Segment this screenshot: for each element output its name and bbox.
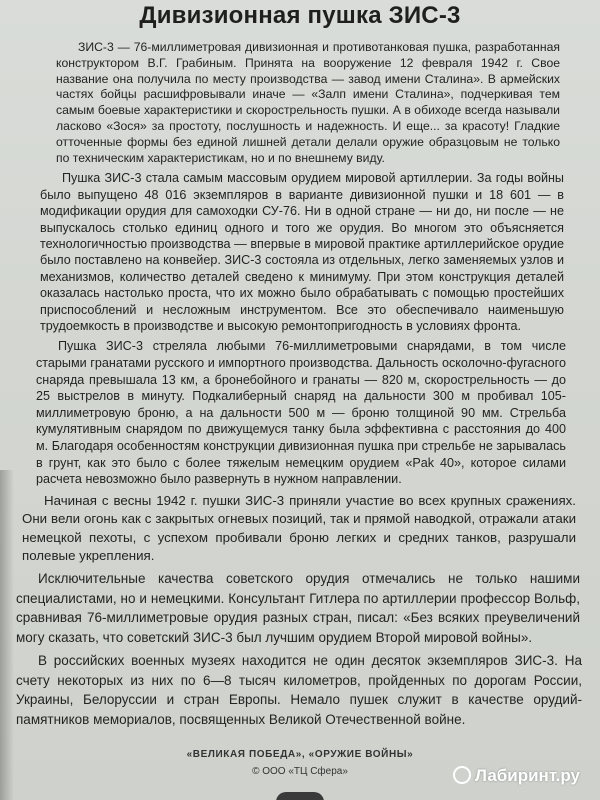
paragraph-production: Пушка ЗИС-3 стала самым массовым орудием мировой артиллерии. За годы войны было выпущено 48 016 экземпляров в варианте дивизионной пушки и 18 601 — в модификации орудия для самоходки СУ-76. Ни в одной стране — ни до, ни после — не выпускалось столько единиц одного и того же орудия. Во многом это объясняется технологичностью производства — впервые в мировой практике артиллерийское орудие было поставлено на конвейер. ЗИС-3 состояла из отдельных, легко заменяемых узлов и механизмов, количество деталей сведено к минимуму. При этом конструкция деталей оказалась настолько проста, что их можно было обрабатывать с помощью простейших приспособлений и несложным инструментом. Все это обеспечивало наименьшую трудоемкость в производстве и высокую ремонтопригодность в условиях фронта. bbox=[40, 171, 564, 334]
paragraph-assessment: Исключительные качества советского орудия отмечались не только нашими специалистами, но и немецкими. Консультант Гитлера по артиллерии профессор Вольф, сравнивая 76-миллиметровые орудия разных стран, писал: «Без всяких преувеличений могу сказать, что советский ЗИС-3 был лучшим орудием Второй мировой войны». bbox=[16, 571, 580, 645]
watermark-logo-icon bbox=[453, 766, 471, 784]
article-body bbox=[16, 40, 586, 729]
page-number-tab bbox=[276, 792, 324, 800]
paragraph-museums: В российских военных музеях находится не один десяток экземпляров ЗИС-3. На счету некоторых из них по 6—8 тысяч километров, пройденных по дорогам России, Украины, Белоруссии и стран Европы. Немало пушек служит в качестве орудий-памятников мемориалов, посвященных Великой Отечественной войне. bbox=[16, 653, 582, 727]
page-title: Дивизионная пушка ЗИС-3 bbox=[139, 2, 461, 29]
series-footer: «ВЕЛИКАЯ ПОБЕДА», «ОРУЖИЕ ВОЙНЫ» bbox=[186, 749, 414, 760]
paragraph-battles: Начиная с весны 1942 г. пушки ЗИС-3 приняли участие во всех крупных сражениях. Они вели огонь как с закрытых огневых позиций, так и прямой наводкой, отражали атаки немецкой пехоты, с успехом пробивали броню легких и средних танков, разрушали полевые укрепления. bbox=[22, 492, 576, 563]
watermark bbox=[453, 766, 580, 786]
paragraph-intro: ЗИС-3 — 76-миллиметровая дивизионная и противотанковая пушка, разработанная конструктором В.Г. Грабиным. Принята на вооружение 12 февраля 1942 г. Свое название она получила по месту производства — завод имени Сталина». В армейских частях бойцы расшифровывали иначе — «Залп имени Сталина», подчеркивая тем самым боевые характеристики и скорострельность пушки. А в обиходе всегда называли ласково «Зося» за простоту, послушность и надежность. И еще... за красоту! Гладкие отточенные формы без единой лишней детали делали оружие образцовым не только по техническим характеристикам, но и по внешнему виду. bbox=[56, 40, 560, 165]
copyright-footer: © ООО «ТЦ Сфера» bbox=[252, 766, 348, 777]
paragraph-ammunition: Пушка ЗИС-3 стреляла любыми 76-миллиметровыми снарядами, в том числе старыми гранатами русского и импортного производства. Дальность осколочно-фугасного снаряда превышала 13 км, а бронебойного и гранаты — 820 м, скорострельность — до 25 выстрелов в минуту. Подкалиберный снаряд на дальности 300 м пробивал 105-миллиметровую броню, а на дальности 500 м — броню толщиной 90 мм. Стрельба кумулятивным снарядом по движущемуся танку была эффективна с расстояния до 400 м. Благодаря особенностям конструкции дивизионная пушка при стрельбе не зарывалась в грунт, как это было с более тяжелым немецким орудием «Pak 40», которое силами расчета невозможно было развернуть в нужном направлении. bbox=[36, 339, 566, 487]
page-shadow bbox=[0, 470, 14, 800]
watermark-text: Лабиринт.ру bbox=[474, 766, 580, 785]
